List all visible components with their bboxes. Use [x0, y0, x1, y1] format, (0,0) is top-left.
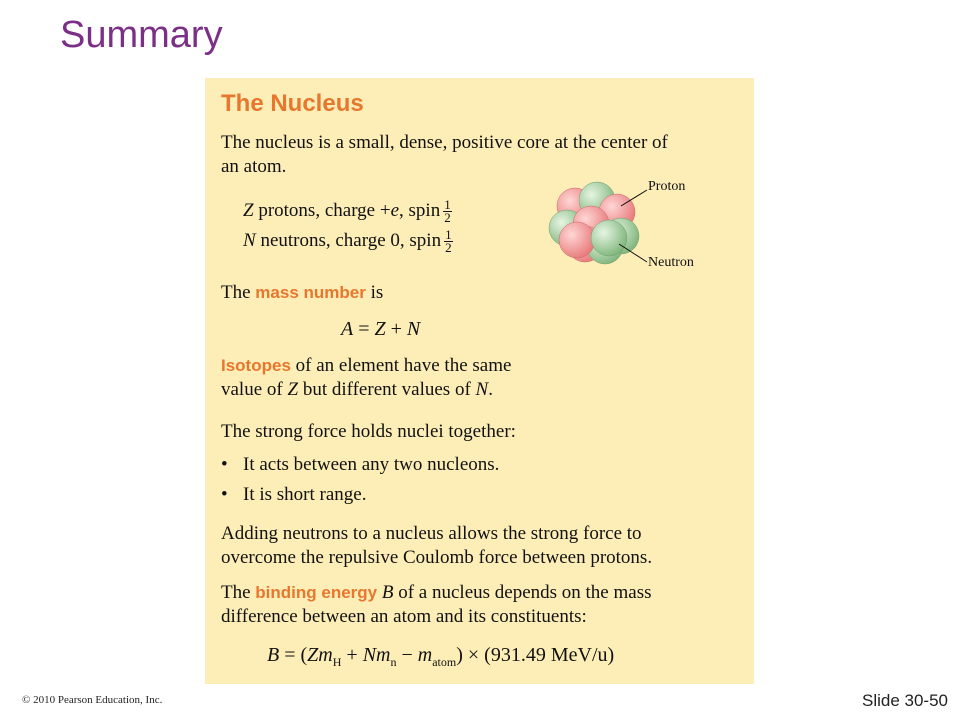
mass-number-line: The mass number is	[221, 282, 384, 303]
n-symbol: N	[243, 230, 256, 251]
bullet-item: • It acts between any two nucleons.	[221, 454, 500, 475]
protons-spin-fraction: $\frac{1}{2}$	[444, 197, 451, 226]
slide-number: Slide 30-50	[861, 691, 948, 710]
summary-panel	[205, 78, 754, 684]
isotopes-line-1: Isotopes of an element have the same	[221, 355, 512, 376]
neutrons-text: neutrons, charge 0, spin	[255, 230, 442, 251]
panel-heading: The Nucleus	[221, 90, 364, 117]
protons-spin-text: , spin	[399, 200, 441, 221]
neutrons-line	[243, 229, 453, 254]
nucleus-diagram	[541, 178, 651, 278]
neutron-label: Neutron	[648, 255, 694, 270]
e-symbol: e	[390, 200, 400, 221]
binding-energy-equation: $B = (Zm_H + Nm_n - m_{atom}) \times (931.49$ MeV/u)	[267, 644, 615, 669]
neutron-sphere	[591, 220, 627, 256]
neutrons-spin-fraction: $\frac{1}{2}$	[445, 227, 452, 256]
mass-number-highlight: mass number	[255, 283, 366, 302]
binding-energy-line-2: difference between an atom and its constituents:	[221, 606, 587, 627]
adding-neutrons-line-2: overcome the repulsive Coulomb force between protons.	[221, 547, 653, 568]
isotopes-line-2: value of Z but different values of N.	[221, 379, 493, 400]
protons-line	[243, 199, 452, 224]
intro-line-2: an atom.	[221, 156, 287, 177]
proton-label: Proton	[648, 179, 686, 194]
z-symbol: Z	[243, 200, 254, 221]
copyright-notice: © 2010 Pearson Education, Inc.	[22, 694, 163, 706]
slide-title: Summary	[60, 14, 223, 56]
mass-number-equation: A = Z + N	[341, 318, 421, 340]
proton-sphere	[559, 222, 595, 258]
binding-energy-line-1: The binding energy B of a nucleus depends on the mass	[221, 582, 652, 603]
bullet-item: • It is short range.	[221, 484, 367, 505]
strong-force-line: The strong force holds nuclei together:	[221, 421, 516, 442]
binding-energy-highlight: binding energy	[255, 583, 382, 602]
adding-neutrons-line-1: Adding neutrons to a nucleus allows the strong force to	[221, 523, 642, 544]
isotopes-highlight: Isotopes	[221, 356, 291, 375]
protons-text: protons, charge +	[253, 200, 391, 221]
intro-line-1: The nucleus is a small, dense, positive core at the center of	[221, 132, 668, 153]
